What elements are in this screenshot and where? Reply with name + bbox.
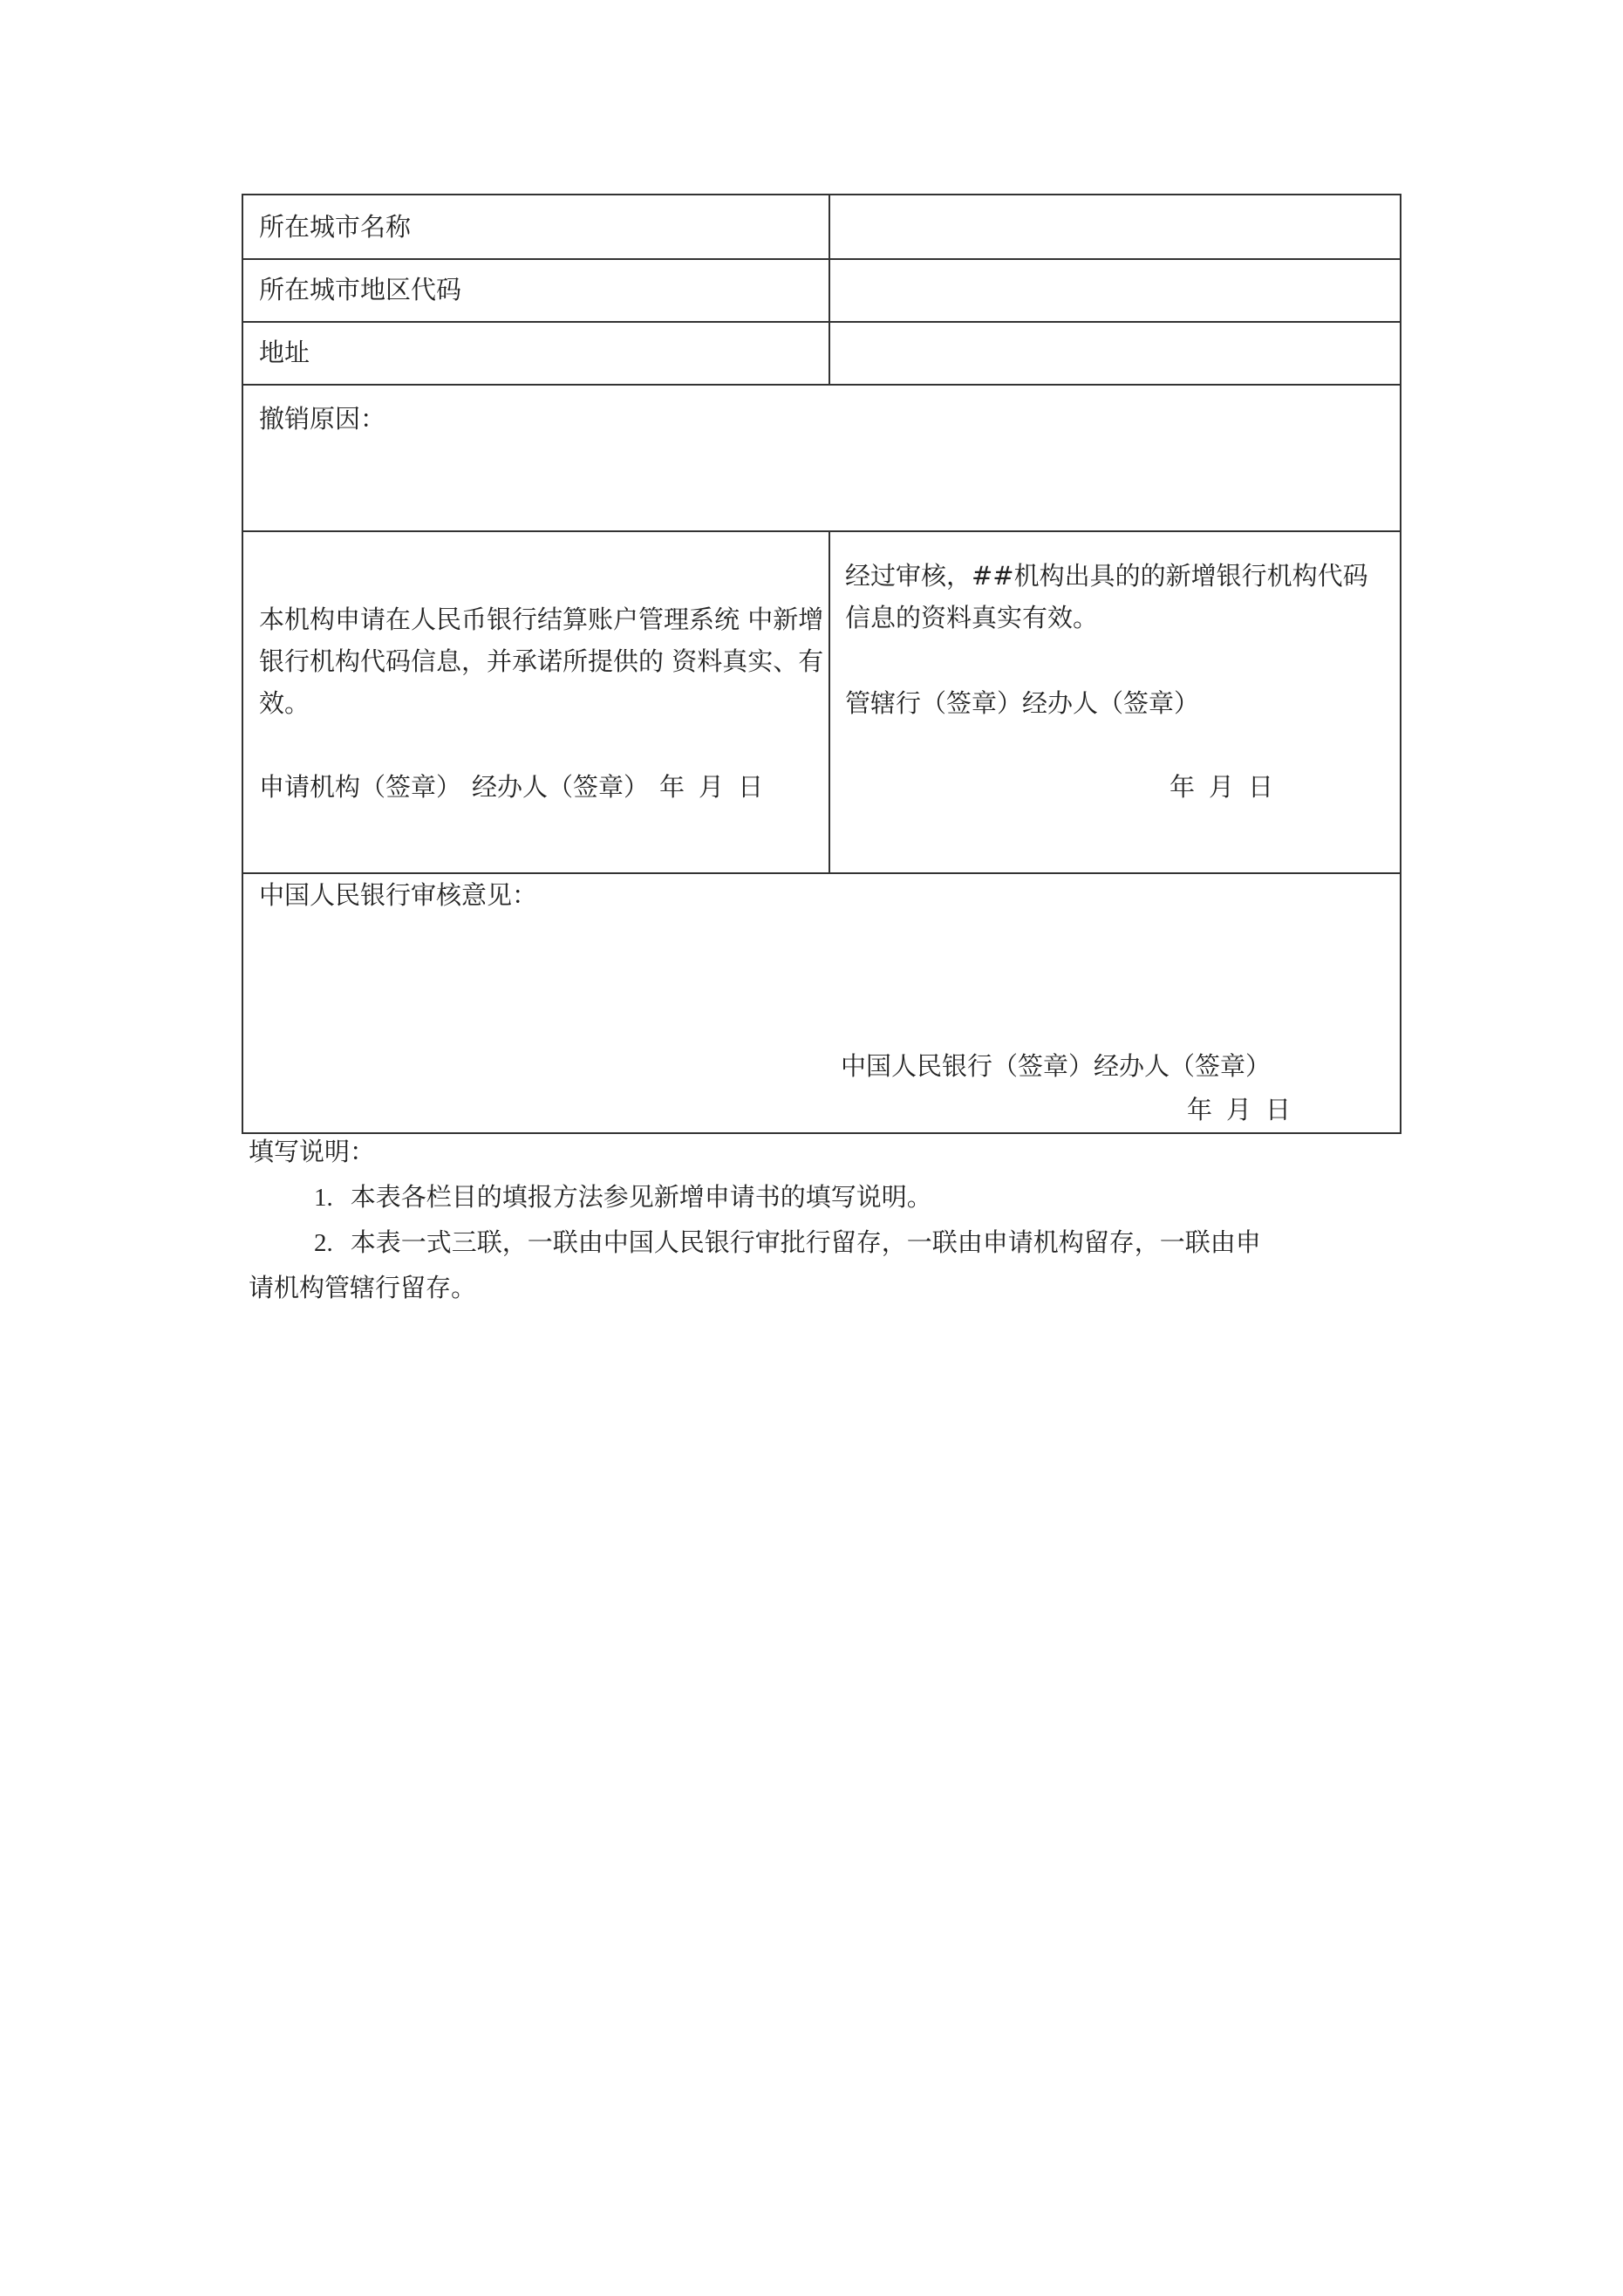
instruction-item-2-text: 本表一式三联，一联由中国人民银行审批行留存，一联由申请机构留存，一联由申: [350, 1227, 1261, 1257]
revoke-reason-label: 撤销原因：: [259, 404, 386, 434]
applicant-handler-sign: 经办人（签章）: [472, 772, 650, 802]
revocation-form-table: [242, 194, 1401, 1134]
applicant-date-year: 年: [659, 772, 685, 802]
row-divider: [243, 530, 1400, 532]
supervisor-signature-line: 管辖行（签章）经办人（签章）: [845, 688, 1200, 718]
city-code-value[interactable]: [845, 274, 1386, 305]
instruction-item-1-number: 1.: [314, 1184, 333, 1212]
address-value[interactable]: [845, 337, 1386, 368]
instruction-item-2: [314, 1227, 1261, 1259]
applicant-date-day: 日: [738, 772, 764, 802]
applicant-date-month: 月: [699, 772, 725, 802]
row-divider: [243, 384, 1400, 386]
pboc-opinion-label: 中国人民银行审核意见：: [259, 880, 538, 910]
column-divider-top: [829, 195, 830, 384]
city-code-label: 所在城市地区代码: [259, 275, 462, 304]
address-label: 地址: [259, 338, 310, 367]
pboc-signature-line: 中国人民银行（签章）经办人（签章）: [841, 1051, 1272, 1081]
applicant-org-sign: 申请机构（签章）: [259, 772, 462, 802]
pboc-date-day: 日: [1265, 1095, 1292, 1124]
applicant-signature-line: [259, 771, 763, 803]
instruction-item-1-text: 本表各栏目的填报方法参见新增申请书的填写说明。: [350, 1182, 932, 1212]
row-divider: [243, 258, 1400, 260]
instructions-title: 填写说明：: [249, 1137, 376, 1166]
supervisor-statement: 经过审核，##机构出具的的新增银行机构代码信息的资料真实有效。: [845, 561, 1368, 632]
supervisor-date-year: 年: [1170, 772, 1196, 802]
supervisor-date-month: 月: [1209, 772, 1235, 802]
pboc-date-year: 年: [1187, 1095, 1213, 1124]
row-divider: [243, 872, 1400, 874]
applicant-statement: 本机构申请在人民币银行结算账户管理系统 中新增银行机构代码信息，并承诺所提供的 资料真实、有效。: [259, 605, 824, 718]
column-divider-signatures: [829, 530, 830, 872]
city-name-label: 所在城市名称: [259, 212, 412, 242]
instruction-item-2-continued: 请机构管辖行留存。: [249, 1273, 477, 1302]
row-divider: [243, 321, 1400, 323]
pboc-date-month: 月: [1226, 1095, 1252, 1124]
instruction-item-2-number: 2.: [314, 1229, 333, 1257]
supervisor-date: [1170, 771, 1273, 803]
supervisor-date-day: 日: [1248, 772, 1274, 802]
instruction-item-1: [314, 1181, 932, 1213]
pboc-date: [1187, 1094, 1291, 1125]
city-name-value[interactable]: [845, 211, 1386, 243]
